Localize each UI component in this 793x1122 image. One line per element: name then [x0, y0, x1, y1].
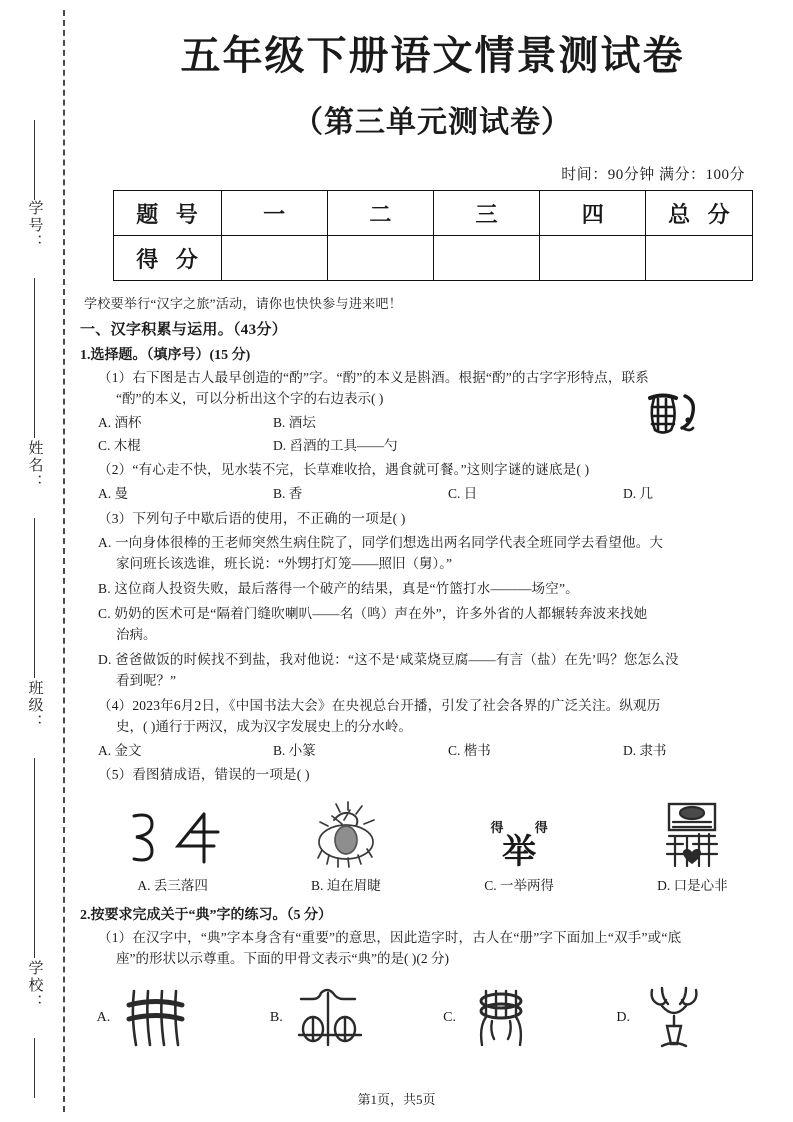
margin-rule-4 [34, 758, 35, 958]
question-1-3-option-c-line2: 治病。 [116, 627, 157, 643]
question-1-3-option-a-line2: 家问班长该选谁，班长说：“外甥打灯笼——照旧（舅）。” [116, 556, 452, 572]
question-1-4-line1: （4）2023年6月2日，《中国书法大会》在央视总台开播，引发了社会各界的广泛关注。纵观历 [98, 697, 661, 713]
question-1-3-option-c-line1[interactable]: C. 奶奶的医术可是“隔着门缝吹喇叭——名（鸣）声在外”，许多外省的人都辗转奔波来找她 [98, 606, 648, 622]
riddle-picture-c [444, 794, 594, 870]
option-c[interactable]: C. 楷书 [448, 742, 491, 758]
question-1-3-option-b[interactable]: B. 这位商人投资失败，最后落得一个破产的结果，真是“竹篮打水———场空”。 [98, 581, 579, 597]
score-table-col-1: 二 [327, 191, 433, 236]
page-subtitle: （第三单元测试卷） [293, 106, 572, 139]
margin-field-school [22, 960, 48, 1016]
oracle-letter-c: C. [443, 1009, 456, 1025]
option-b[interactable]: B. 酒坛 [273, 414, 316, 430]
margin-field-student-id [22, 200, 48, 256]
option-d[interactable]: D. 隶书 [623, 742, 667, 758]
oracle-bone-row [86, 980, 779, 1056]
section-one-heading: 一、汉字积累与运用。（43分） [80, 322, 288, 338]
oracle-glyph-c [466, 987, 536, 1049]
question-1-3-option-a-line1[interactable]: A. 一向身体很棒的王老师突然生病住院了，同学们想选出两名同学代表全班同学去看望他。大 [98, 535, 664, 551]
riddle-c-top-label: 得 得 [490, 819, 562, 835]
question-1-3-text: （3）下列句子中歇后语的使用，不正确的一项是( ) [98, 510, 406, 526]
score-cell-2[interactable] [433, 236, 539, 281]
riddle-c-main-label: 举 [502, 833, 537, 871]
score-table-row-label-0: 题 号 [113, 191, 221, 236]
option-a[interactable]: A. 酒杯 [98, 414, 142, 430]
score-cell-0[interactable] [221, 236, 327, 281]
riddle-picture-d [617, 794, 767, 870]
question-1-3-option-d-line2: 看到呢？” [116, 672, 176, 688]
oracle-letter-d: D. [616, 1009, 630, 1025]
oracle-option-a[interactable] [89, 980, 257, 1056]
question-1-3-option-d-line1[interactable]: D. 爸爸做饭的时候找不到盐，我对他说：“这不是‘咸菜烧豆腐——有言（盐）在先’吗？您怎么没 [98, 652, 679, 668]
margin-rule-3 [34, 518, 35, 678]
margin-field-class-label: 班级： [26, 680, 43, 731]
score-table-col-3: 四 [540, 191, 646, 236]
option-c[interactable]: C. 木棍 [98, 438, 141, 454]
binding-margin [0, 0, 72, 1122]
margin-rule-1 [34, 120, 35, 200]
ancient-zhuo-character-image [643, 390, 705, 440]
riddle-option-d-label[interactable]: D. 口是心非 [657, 877, 728, 893]
score-table-row-label-1: 得 分 [113, 236, 221, 281]
score-table-col-0: 一 [221, 191, 327, 236]
question-1-2-options [98, 484, 793, 504]
riddle-option-b-label[interactable]: B. 迫在眉睫 [310, 877, 381, 893]
question-2-1-line2: 座”的形状以示尊重。下面的甲骨文表示“典”的是( )(2 分) [116, 950, 449, 966]
score-cell-3[interactable] [540, 236, 646, 281]
oracle-glyph-a [120, 987, 192, 1049]
margin-field-name [22, 440, 48, 496]
question-1-number: 1.选择题。（填序号）(15 分) [80, 348, 251, 363]
option-b[interactable]: B. 小篆 [273, 742, 316, 758]
score-cell-1[interactable] [327, 236, 433, 281]
margin-field-school-label: 学校： [26, 960, 43, 1011]
riddle-label-row [86, 874, 779, 894]
riddle-picture-row [86, 794, 779, 870]
riddle-picture-b [271, 794, 421, 870]
option-d[interactable]: D. 几 [623, 486, 653, 502]
question-2-number: 2.按要求完成关于“典”字的练习。（5 分） [80, 907, 332, 923]
margin-field-class [22, 680, 48, 736]
option-a[interactable]: A. 曼 [98, 486, 128, 502]
score-table-col-4: 总 分 [646, 191, 752, 236]
page-title: 五年级下册语文情景测试卷 [180, 33, 685, 78]
score-cell-4[interactable] [646, 236, 752, 281]
table-row-header [113, 191, 752, 236]
option-a[interactable]: A. 金文 [98, 742, 142, 758]
option-d[interactable]: D. 舀酒的工具——勺 [273, 438, 398, 454]
oracle-glyph-d [640, 986, 710, 1050]
oracle-glyph-b [293, 987, 367, 1049]
page-footer: 第1页，共5页 [357, 1092, 436, 1107]
margin-field-name-label: 姓名： [26, 440, 43, 491]
question-1-4-line2: 史，( )通行于两汉，成为汉字发展史上的分水岭。 [116, 718, 412, 734]
question-1-5-text: （5）看图猜成语，错误的一项是( ) [98, 766, 310, 782]
question-1-4-options [98, 741, 793, 761]
oracle-letter-a: A. [96, 1009, 111, 1025]
question-2-1-line1: （1）在汉字中，“典”字本身含有“重要”的意思，因此造字时，古人在“册”字下面加上“双手”或“底 [98, 929, 682, 945]
intro-text: 学校要举行“汉字之旅”活动，请你也快快参与进来吧！ [84, 296, 403, 311]
score-table [113, 190, 753, 281]
oracle-option-c[interactable] [435, 980, 603, 1056]
question-1-2-text: （2）“有心走不快，见水装不完，长草难收拾，遇食就可餐。”这则字谜的谜底是( ) [98, 462, 590, 478]
question-1-1-line1: （1）右下图是古人最早创造的“酌”字。“酌”的本义是斟酒。根据“酌”的古字字形特点，联系 [98, 370, 650, 385]
table-row-scores [113, 236, 752, 281]
oracle-letter-b: B. [269, 1009, 283, 1025]
margin-rule-2 [34, 278, 35, 438]
exam-page [72, 0, 793, 1122]
margin-field-student-id-label: 学号： [26, 200, 43, 251]
question-1-1-line2: “酌”的本义，可以分析出这个字的右边表示( ) [116, 390, 384, 406]
riddle-option-a-label[interactable]: A. 丢三落四 [137, 877, 208, 893]
dashed-fold-line [63, 10, 65, 1112]
oracle-option-d[interactable] [608, 980, 776, 1056]
oracle-option-b[interactable] [262, 980, 430, 1056]
option-b[interactable]: B. 香 [273, 486, 303, 502]
score-table-col-2: 三 [433, 191, 539, 236]
riddle-picture-a [98, 794, 248, 870]
riddle-option-c-label[interactable]: C. 一举两得 [484, 877, 554, 893]
exam-info: 时间：90分钟 满分：100分 [561, 167, 745, 183]
option-c[interactable]: C. 日 [448, 486, 478, 502]
